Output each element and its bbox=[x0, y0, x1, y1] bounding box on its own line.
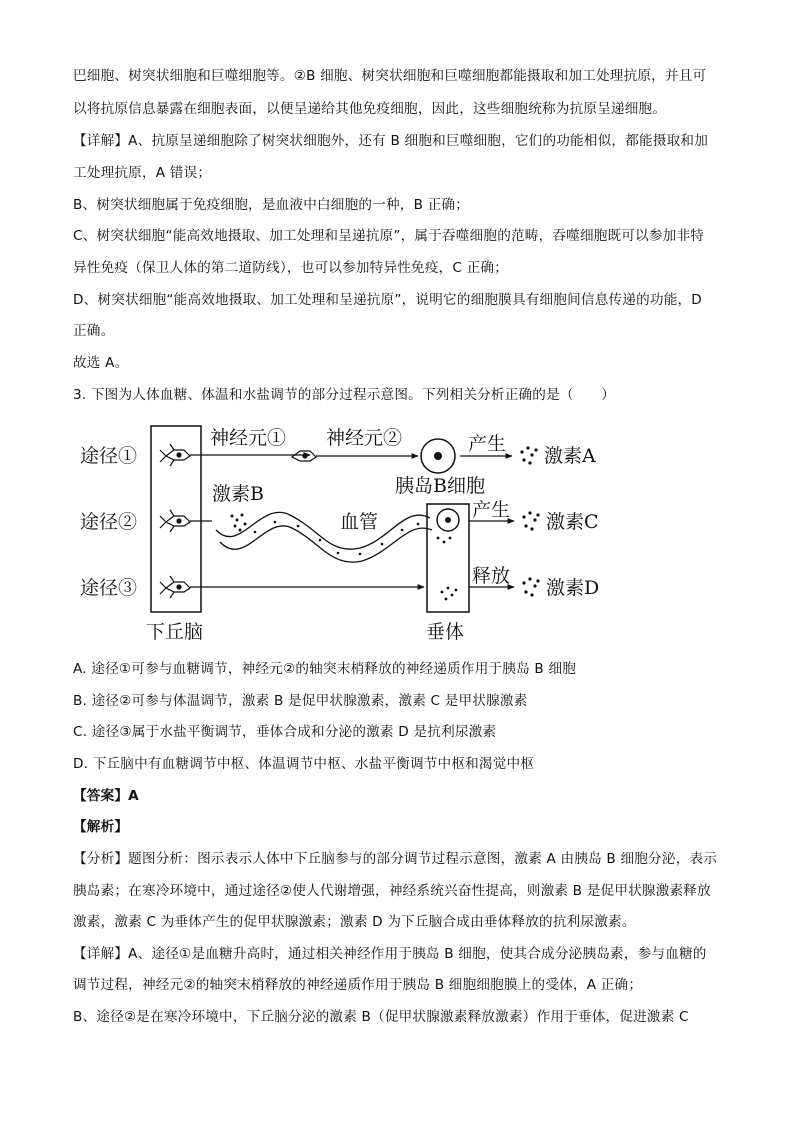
pituitary-cell-nucleus bbox=[445, 517, 451, 523]
text-line: 以将抗原信息暴露在细胞表面，以便呈递给其他免疫细胞，因此，这些细胞统称为抗原呈递细胞。 bbox=[73, 101, 667, 117]
text-line: B、树突状细胞属于免疫细胞，是血液中白细胞的一种，B 正确； bbox=[73, 197, 470, 213]
hypothalamus-box bbox=[151, 426, 201, 612]
path-2-label: 途径② bbox=[80, 511, 138, 533]
option-c: C. 途径③属于水盐平衡调节，垂体合成和分泌的激素 D 是抗利尿激素 bbox=[73, 724, 497, 740]
text-line: 【详解】A、抗原呈递细胞除了树突状细胞外，还有 B 细胞和巨噬细胞，它们的功能相似，都能摄取和加 bbox=[73, 133, 708, 149]
hormone-b-label: 激素B bbox=[212, 483, 264, 505]
text-line: C、树突状细胞“能高效地摄取、加工处理和呈递抗原”，属于吞噬细胞的范畴，吞噬细胞既可以参加非特 bbox=[73, 228, 705, 244]
produce-label-1: 产生 bbox=[468, 433, 507, 455]
option-b: B. 途径②可参与体温调节，激素 B 是促甲状腺激素，激素 C 是甲状腺激素 bbox=[73, 693, 528, 709]
option-d: D. 下丘脑中有血糖调节中枢、体温调节中枢、水盐平衡调节中枢和渴觉中枢 bbox=[73, 756, 535, 772]
analysis-line: 调节过程，神经元②的轴突末梢释放的神经递质作用于胰岛 B 细胞细胞膜上的受体，A 正确； bbox=[73, 977, 643, 993]
neuron-body-2 bbox=[160, 510, 190, 532]
neuron-1-label: 神经元① bbox=[210, 427, 287, 449]
text-line: 故选 A。 bbox=[73, 355, 129, 371]
analysis-line: 激素，激素 C 为垂体产生的促甲状腺激素；激素 D 为下丘脑合成由垂体释放的抗利尿激素。 bbox=[73, 914, 636, 930]
produce-label-2: 产生 bbox=[472, 499, 511, 521]
pituitary-label: 垂体 bbox=[426, 621, 465, 643]
islet-b-nucleus bbox=[434, 452, 442, 460]
blood-vessel-outer bbox=[216, 512, 430, 549]
pituitary-dots-lower bbox=[441, 587, 458, 601]
hormone-d-dots bbox=[522, 577, 539, 596]
neuron-2-body bbox=[292, 451, 316, 461]
release-label: 释放 bbox=[472, 565, 511, 587]
text-line: 工处理抗原，A 错误； bbox=[73, 165, 212, 181]
neuron-body-3 bbox=[160, 576, 190, 598]
blood-vessel-inner bbox=[220, 526, 432, 562]
analysis-line: 【详解】A、途径①是血糖升高时，通过相关神经作用于胰岛 B 细胞，使其合成分泌胰岛素，参与血糖的 bbox=[73, 946, 707, 962]
hormone-c-label: 激素C bbox=[546, 511, 599, 533]
text-line: 正确。 bbox=[73, 323, 115, 339]
text-line: 异性免疫（保卫人体的第二道防线），也可以参加特异性免疫，C 正确； bbox=[73, 260, 509, 276]
islet-b-cell-label: 胰岛B细胞 bbox=[395, 475, 485, 497]
question-stem: 3. 下图为人体血糖、体温和水盐调节的部分过程示意图。下列相关分析正确的是（ ） bbox=[73, 387, 616, 403]
regulation-diagram bbox=[70, 420, 630, 652]
analysis-line: 胰岛素；在寒冷环境中，通过途径②使人代谢增强，神经系统兴奋性提高，则激素 B 是促甲状腺激素释放 bbox=[73, 883, 711, 899]
analysis-line: B、途径②是在寒冷环境中，下丘脑分泌的激素 B（促甲状腺激素释放激素）作用于垂体，促进激素 C bbox=[73, 1009, 689, 1025]
vessel-label: 血管 bbox=[340, 511, 379, 533]
analysis-title: 【解析】 bbox=[73, 819, 129, 835]
neuron-2-label: 神经元② bbox=[326, 427, 403, 449]
text-line: D、树突状细胞“能高效地摄取、加工处理和呈递抗原”，说明它的细胞膜具有细胞间信息传递的功能，D bbox=[73, 292, 702, 308]
hormone-b-dots bbox=[231, 514, 247, 532]
hormone-a-label: 激素A bbox=[544, 445, 596, 467]
pituitary-dots-upper bbox=[437, 537, 452, 544]
option-a: A. 途径①可参与血糖调节，神经元②的轴突末梢释放的神经递质作用于胰岛 B 细胞 bbox=[73, 661, 577, 677]
hypothalamus-label: 下丘脑 bbox=[146, 621, 204, 643]
hormone-a-dots bbox=[520, 446, 537, 464]
text-line: 巴细胞、树突状细胞和巨噬细胞等。②B 细胞、树突状细胞和巨噬细胞都能摄取和加工处理抗原，并且可 bbox=[73, 68, 707, 84]
path-1-label: 途径① bbox=[80, 445, 138, 467]
neuron-body-1 bbox=[160, 444, 190, 466]
path-3-label: 途径③ bbox=[80, 577, 138, 599]
hormone-c-dots bbox=[522, 511, 539, 530]
hormone-d-label: 激素D bbox=[546, 577, 600, 599]
answer-line: 【答案】A bbox=[73, 788, 139, 804]
analysis-line: 【分析】题图分析：图示表示人体中下丘脑参与的部分调节过程示意图，激素 A 由胰岛 B 细胞分泌，表示 bbox=[73, 851, 718, 867]
